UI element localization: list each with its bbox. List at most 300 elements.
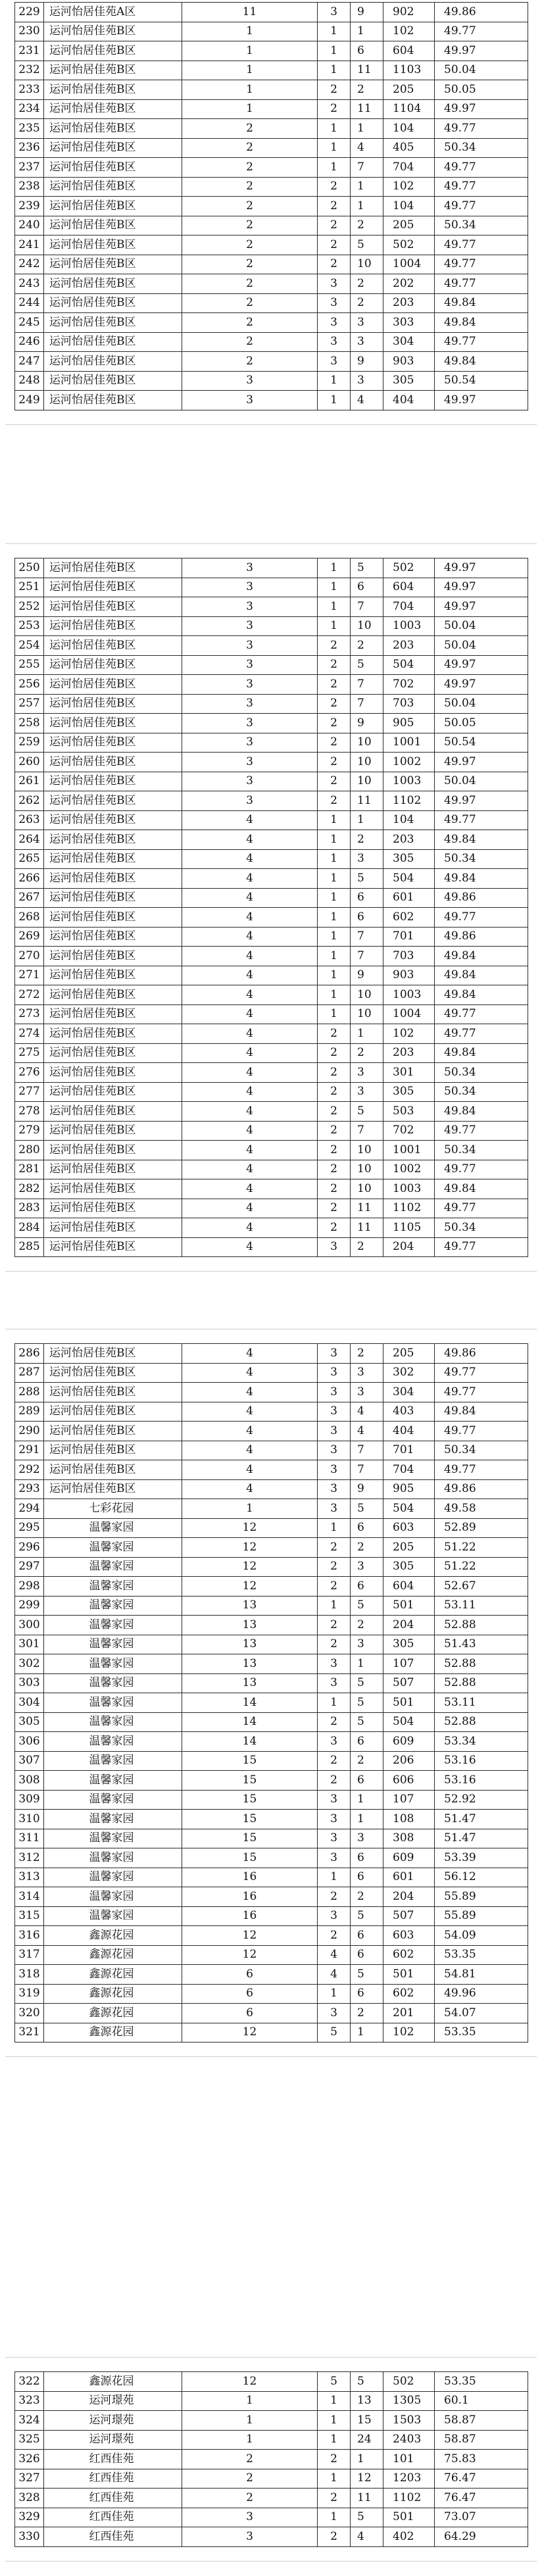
community-name-cell: 运河怡居佳苑B区 [44,869,182,889]
row-number-cell: 324 [15,2411,44,2431]
row-number-cell: 277 [15,1082,44,1102]
area-cell: 50.04 [435,616,528,636]
table-row [15,1984,528,2004]
area-cell: 52.92 [435,1790,528,1810]
floor-cell: 7 [351,1441,383,1460]
building-cell: 12 [182,1518,318,1538]
unit-cell: 3 [318,1237,351,1257]
room-cell: 502 [383,558,435,578]
room-cell: 1003 [383,772,435,791]
row-number-cell: 273 [15,1004,44,1024]
building-cell: 2 [182,119,318,139]
room-cell: 1503 [383,2411,435,2431]
row-number-cell: 274 [15,1024,44,1044]
area-cell: 75.83 [435,2450,528,2469]
floor-cell: 5 [351,655,383,675]
community-name-cell: 运河怡居佳苑B区 [44,578,182,597]
area-cell: 49.77 [435,332,528,352]
row-number-cell: 229 [15,3,44,22]
table-row [15,1218,528,1238]
unit-cell: 1 [318,2391,351,2411]
building-cell: 1 [182,99,318,119]
building-cell: 2 [182,2450,318,2469]
table-row [15,99,528,119]
row-number-cell: 243 [15,274,44,294]
room-cell: 402 [383,2527,435,2547]
table-row [15,1441,528,1460]
table-row [15,2469,528,2489]
unit-cell: 1 [318,2508,351,2527]
building-cell: 4 [182,1121,318,1141]
floor-cell: 7 [351,694,383,714]
floor-cell: 2 [351,636,383,656]
building-cell: 13 [182,1616,318,1635]
row-number-cell: 297 [15,1557,44,1577]
table-row [15,1654,528,1674]
table-row [15,1538,528,1558]
unit-cell: 2 [318,1043,351,1063]
floor-cell: 6 [351,1732,383,1752]
row-number-cell: 271 [15,966,44,985]
floor-cell: 2 [351,293,383,313]
row-number-cell: 291 [15,1441,44,1460]
floor-cell: 5 [351,558,383,578]
row-number-cell: 236 [15,138,44,158]
building-cell: 4 [182,908,318,928]
row-number-cell: 234 [15,99,44,119]
community-name-cell: 运河怡居佳苑B区 [44,1141,182,1160]
room-cell: 1003 [383,616,435,636]
unit-cell: 1 [318,869,351,889]
row-number-cell: 306 [15,1732,44,1752]
row-number-cell: 281 [15,1160,44,1179]
area-cell: 49.97 [435,791,528,811]
floor-cell: 5 [351,235,383,255]
unit-cell: 1 [318,1984,351,2004]
area-cell: 51.22 [435,1538,528,1558]
table-row [15,636,528,656]
unit-cell: 2 [318,1712,351,1732]
building-cell: 13 [182,1635,318,1654]
building-cell: 4 [182,1043,318,1063]
building-cell: 3 [182,391,318,410]
building-cell: 13 [182,1673,318,1693]
area-cell: 52.88 [435,1654,528,1674]
unit-cell: 1 [318,947,351,966]
community-name-cell: 运河怡居佳苑B区 [44,255,182,274]
room-cell: 704 [383,1460,435,1480]
unit-cell: 5 [318,2372,351,2392]
row-number-cell: 253 [15,616,44,636]
table-row [15,558,528,578]
floor-cell: 1 [351,1810,383,1829]
building-cell: 4 [182,927,318,947]
building-cell: 12 [182,1926,318,1946]
floor-cell: 6 [351,1945,383,1965]
area-cell: 49.77 [435,1004,528,1024]
building-cell: 12 [182,1577,318,1597]
row-number-cell: 294 [15,1499,44,1519]
room-cell: 305 [383,371,435,391]
room-cell: 905 [383,1479,435,1499]
community-name-cell: 运河怡居佳苑B区 [44,1179,182,1199]
room-cell: 1001 [383,1141,435,1160]
community-name-cell: 温馨家园 [44,1654,182,1674]
community-name-cell: 温馨家园 [44,1751,182,1771]
floor-cell: 6 [351,1868,383,1887]
unit-cell: 2 [318,1557,351,1577]
unit-cell: 3 [318,1383,351,1402]
building-cell: 4 [182,1141,318,1160]
floor-cell: 2 [351,1616,383,1635]
floor-cell: 7 [351,675,383,695]
building-cell: 3 [182,675,318,695]
area-cell: 58.87 [435,2430,528,2450]
floor-cell: 11 [351,791,383,811]
unit-cell: 2 [318,1063,351,1083]
unit-cell: 2 [318,1635,351,1654]
building-cell: 4 [182,849,318,869]
area-cell: 49.77 [435,274,528,294]
table-row [15,1810,528,1829]
area-cell: 76.47 [435,2469,528,2489]
table-row [15,1868,528,1887]
table-row [15,22,528,41]
community-name-cell: 运河怡居佳苑B区 [44,158,182,178]
row-number-cell: 276 [15,1063,44,1083]
table-row [15,1596,528,1616]
table-row [15,235,528,255]
row-number-cell: 251 [15,578,44,597]
building-cell: 3 [182,371,318,391]
room-cell: 702 [383,675,435,695]
floor-cell: 5 [351,1693,383,1713]
room-cell: 604 [383,1577,435,1597]
area-cell: 49.77 [435,119,528,139]
unit-cell: 2 [318,235,351,255]
row-number-cell: 248 [15,371,44,391]
row-number-cell: 300 [15,1616,44,1635]
building-cell: 14 [182,1693,318,1713]
room-cell: 205 [383,1538,435,1558]
community-name-cell: 温馨家园 [44,1538,182,1558]
unit-cell: 2 [318,99,351,119]
room-cell: 305 [383,1557,435,1577]
room-cell: 102 [383,22,435,41]
row-number-cell: 268 [15,908,44,928]
row-number-cell: 310 [15,1810,44,1829]
floor-cell: 2 [351,1538,383,1558]
table-row [15,966,528,985]
table-row [15,753,528,772]
building-cell: 4 [182,888,318,908]
unit-cell: 3 [318,332,351,352]
unit-cell: 3 [318,293,351,313]
row-number-cell: 250 [15,558,44,578]
table-row [15,216,528,235]
area-cell: 49.77 [435,810,528,830]
area-cell: 49.77 [435,158,528,178]
community-name-cell: 运河怡居佳苑B区 [44,41,182,61]
room-cell: 606 [383,1771,435,1791]
community-name-cell: 运河怡居佳苑B区 [44,1121,182,1141]
unit-cell: 1 [318,558,351,578]
area-cell: 55.89 [435,1887,528,1907]
row-number-cell: 246 [15,332,44,352]
floor-cell: 1 [351,119,383,139]
community-name-cell: 运河怡居佳苑B区 [44,694,182,714]
table-row [15,177,528,197]
floor-cell: 5 [351,1102,383,1122]
room-cell: 202 [383,274,435,294]
area-cell: 49.97 [435,753,528,772]
community-name-cell: 红西佳苑 [44,2450,182,2469]
row-number-cell: 290 [15,1422,44,1441]
community-name-cell: 运河怡居佳苑B区 [44,1402,182,1422]
community-name-cell: 运河怡居佳苑B区 [44,636,182,656]
community-name-cell: 鑫源花园 [44,1984,182,2004]
building-cell: 2 [182,158,318,178]
floor-cell: 3 [351,371,383,391]
table-row [15,1693,528,1713]
community-name-cell: 鑫源花园 [44,2004,182,2023]
community-name-cell: 温馨家园 [44,1616,182,1635]
building-cell: 2 [182,138,318,158]
building-cell: 15 [182,1810,318,1829]
community-name-cell: 运河怡居佳苑B区 [44,888,182,908]
room-cell: 504 [383,1712,435,1732]
area-cell: 52.88 [435,1616,528,1635]
building-cell: 4 [182,810,318,830]
area-cell: 49.84 [435,1402,528,1422]
row-number-cell: 282 [15,1179,44,1199]
room-cell: 101 [383,2450,435,2469]
area-cell: 49.77 [435,1422,528,1441]
area-cell: 73.07 [435,2508,528,2527]
building-cell: 16 [182,1868,318,1887]
unit-cell: 2 [318,1160,351,1179]
table-row [15,1499,528,1519]
area-cell: 49.97 [435,558,528,578]
unit-cell: 1 [318,1004,351,1024]
building-cell: 4 [182,1441,318,1460]
unit-cell: 2 [318,1751,351,1771]
community-name-cell: 温馨家园 [44,1635,182,1654]
floor-cell: 3 [351,849,383,869]
room-cell: 503 [383,1102,435,1122]
building-cell: 2 [182,274,318,294]
community-name-cell: 运河怡居佳苑B区 [44,22,182,41]
building-cell: 4 [182,1422,318,1441]
community-name-cell: 运河怡居佳苑B区 [44,985,182,1005]
table-row [15,985,528,1005]
table-row [15,1848,528,1868]
building-cell: 4 [182,1383,318,1402]
floor-cell: 9 [351,3,383,22]
table-row [15,1160,528,1179]
community-name-cell: 运河怡居佳苑B区 [44,675,182,695]
area-cell: 49.84 [435,985,528,1005]
row-number-cell: 280 [15,1141,44,1160]
room-cell: 1001 [383,733,435,753]
building-cell: 1 [182,80,318,100]
unit-cell: 1 [318,888,351,908]
area-cell: 49.97 [435,597,528,617]
table-row [15,1635,528,1654]
floor-cell: 6 [351,1984,383,2004]
table-row [15,1237,528,1257]
building-cell: 4 [182,1402,318,1422]
area-cell: 51.47 [435,1810,528,1829]
row-number-cell: 305 [15,1712,44,1732]
community-name-cell: 运河怡居佳苑B区 [44,1383,182,1402]
row-number-cell: 315 [15,1906,44,1926]
floor-cell: 7 [351,158,383,178]
area-cell: 50.04 [435,694,528,714]
unit-cell: 2 [318,1179,351,1199]
community-name-cell: 运河怡居佳苑B区 [44,371,182,391]
community-name-cell: 运河怡居佳苑B区 [44,1063,182,1083]
floor-cell: 10 [351,255,383,274]
table-row [15,1063,528,1083]
table-row [15,1965,528,1985]
building-cell: 13 [182,1654,318,1674]
unit-cell: 3 [318,1479,351,1499]
floor-cell: 11 [351,1218,383,1238]
unit-cell: 2 [318,694,351,714]
community-name-cell: 运河怡居佳苑A区 [44,3,182,22]
building-cell: 3 [182,578,318,597]
area-cell: 49.84 [435,352,528,372]
community-name-cell: 运河怡居佳苑B区 [44,753,182,772]
building-cell: 3 [182,772,318,791]
community-name-cell: 运河怡居佳苑B区 [44,714,182,733]
page-2-table [14,558,528,1257]
unit-cell: 2 [318,1538,351,1558]
unit-cell: 2 [318,1024,351,1044]
records-table [14,1343,528,2043]
floor-cell: 1 [351,1654,383,1674]
room-cell: 1002 [383,1160,435,1179]
row-number-cell: 257 [15,694,44,714]
community-name-cell: 运河怡居佳苑B区 [44,1479,182,1499]
unit-cell: 3 [318,1402,351,1422]
table-row [15,313,528,333]
unit-cell: 3 [318,1422,351,1441]
row-number-cell: 264 [15,830,44,850]
area-cell: 49.86 [435,927,528,947]
row-number-cell: 275 [15,1043,44,1063]
row-number-cell: 260 [15,753,44,772]
row-number-cell: 230 [15,22,44,41]
room-cell: 206 [383,1751,435,1771]
area-cell: 49.77 [435,1460,528,1480]
community-name-cell: 运河怡居佳苑B区 [44,1422,182,1441]
row-number-cell: 235 [15,119,44,139]
area-cell: 50.34 [435,1082,528,1102]
table-row [15,293,528,313]
community-name-cell: 温馨家园 [44,1906,182,1926]
unit-cell: 2 [318,733,351,753]
building-cell: 3 [182,753,318,772]
floor-cell: 1 [351,1024,383,1044]
table-row [15,1460,528,1480]
area-cell: 50.34 [435,1218,528,1238]
row-number-cell: 242 [15,255,44,274]
building-cell: 1 [182,22,318,41]
table-row [15,1732,528,1752]
unit-cell: 2 [318,177,351,197]
room-cell: 404 [383,391,435,410]
area-cell: 49.86 [435,1479,528,1499]
area-cell: 53.39 [435,1848,528,1868]
area-cell: 49.84 [435,1179,528,1199]
unit-cell: 2 [318,1121,351,1141]
building-cell: 2 [182,216,318,235]
area-cell: 53.35 [435,1945,528,1965]
community-name-cell: 鑫源花园 [44,2372,182,2392]
row-number-cell: 330 [15,2527,44,2547]
building-cell: 4 [182,947,318,966]
unit-cell: 1 [318,985,351,1005]
floor-cell: 6 [351,1518,383,1538]
row-number-cell: 259 [15,733,44,753]
room-cell: 203 [383,293,435,313]
table-row [15,1121,528,1141]
room-cell: 702 [383,1121,435,1141]
building-cell: 4 [182,1179,318,1199]
floor-cell: 11 [351,2489,383,2508]
building-cell: 4 [182,985,318,1005]
unit-cell: 2 [318,791,351,811]
unit-cell: 2 [318,216,351,235]
unit-cell: 2 [318,1926,351,1946]
floor-cell: 3 [351,1363,383,1383]
area-cell: 49.84 [435,293,528,313]
row-number-cell: 240 [15,216,44,235]
floor-cell: 3 [351,313,383,333]
table-row [15,1422,528,1441]
floor-cell: 3 [351,1829,383,1848]
unit-cell: 1 [318,41,351,61]
row-number-cell: 296 [15,1538,44,1558]
building-cell: 4 [182,1237,318,1257]
row-number-cell: 321 [15,2023,44,2043]
area-cell: 50.04 [435,636,528,656]
table-row [15,332,528,352]
community-name-cell: 红西佳苑 [44,2489,182,2508]
area-cell: 53.11 [435,1693,528,1713]
room-cell: 204 [383,1237,435,1257]
building-cell: 2 [182,177,318,197]
room-cell: 303 [383,313,435,333]
community-name-cell: 运河怡居佳苑B区 [44,1441,182,1460]
row-number-cell: 292 [15,1460,44,1480]
area-cell: 49.77 [435,1383,528,1402]
room-cell: 403 [383,1402,435,1422]
room-cell: 104 [383,810,435,830]
community-name-cell: 温馨家园 [44,1771,182,1791]
area-cell: 50.34 [435,1441,528,1460]
building-cell: 16 [182,1887,318,1907]
area-cell: 49.97 [435,655,528,675]
floor-cell: 5 [351,2508,383,2527]
room-cell: 404 [383,1422,435,1441]
room-cell: 603 [383,1926,435,1946]
area-cell: 51.43 [435,1635,528,1654]
area-cell: 49.84 [435,1102,528,1122]
table-row [15,947,528,966]
